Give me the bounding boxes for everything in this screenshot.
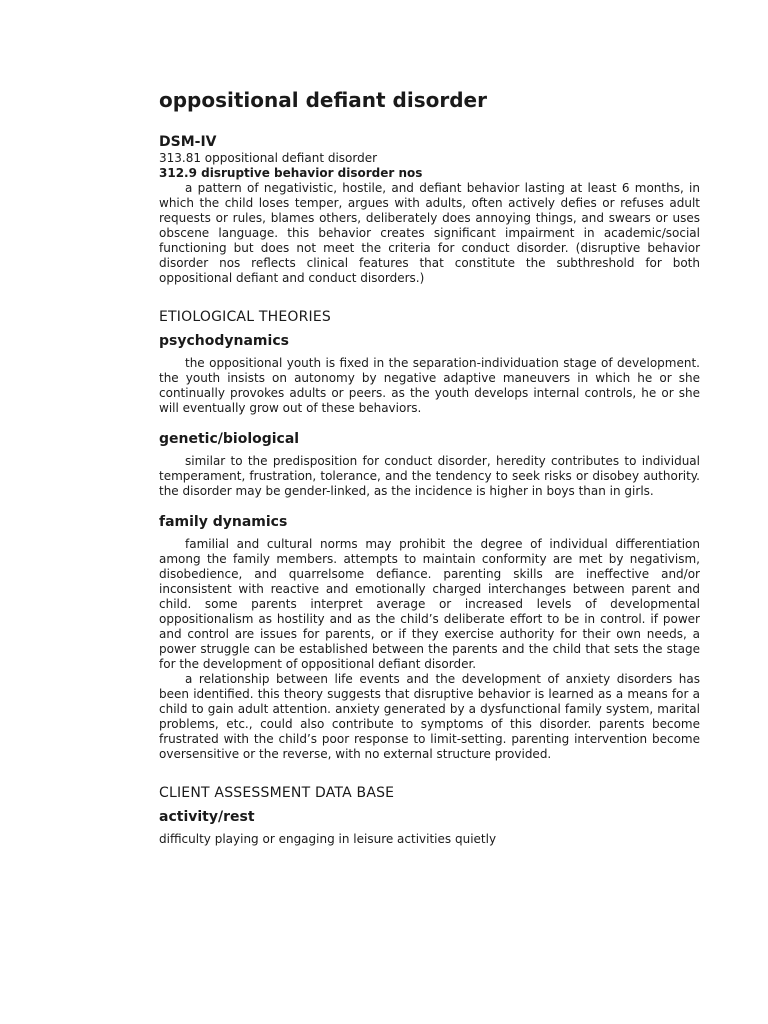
activity-rest-text: difficulty playing or engaging in leisure activities quietly (159, 832, 497, 846)
family-dynamics-paragraph-1: familial and cultural norms may prohibit the degree of individual differentiation among the family members. attempts to maintain conformity are met by negativism, disobedience, and quarrelsome defiance. parenting skills are ineffective and/or inconsistent with reactive and emotionally charged interchanges between parent and child. some parents interpret average or increased levels of developmental oppositionalism as hostility and as the child’s deliberate effort to be in control. if power and control are issues for parents, or if they exercise authority for their own needs, a power struggle can be established between the parents and the child that sets the stage for the development of oppositional defiant disorder. (159, 537, 700, 671)
intro-paragraph: a pattern of negativistic, hostile, and defiant behavior lasting at least 6 months, in which the child loses temper, argues with adults, often actively defies or refuses adult requests or rules, blames others, deliberately does annoying things, and swears or uses obscene language. this behavior creates significant impairment in academic/social functioning but does not meet the criteria for conduct disorder. (disruptive behavior disorder nos reflects clinical features that constitute the subthreshold for both oppositional defiant and conduct disorders.) (159, 181, 700, 285)
family-dynamics-paragraph-2: a relationship between life events and the development of anxiety disorders has been identified. this theory suggests that disruptive behavior is learned as a means for a child to gain adult attention. anxiety generated by a dysfunctional family system, marital problems, etc., could also contribute to symptoms of this disorder. parents become frustrated with the child’s poor response to limit-setting. parenting intervention become oversensitive or the reverse, with no external structure provided. (159, 672, 700, 761)
genetic-biological-paragraph: similar to the predisposition for conduct disorder, heredity contributes to individual temperament, frustration, tolerance, and the tendency to seek risks or disobey authority. the disorder may be gender-linked, as the incidence is higher in boys than in girls. (159, 454, 700, 498)
dsm-code-line-2: 312.9 disruptive behavior disorder nos (159, 166, 423, 180)
genetic-biological-heading: genetic/biological (159, 431, 300, 447)
family-dynamics-heading: family dynamics (159, 514, 288, 530)
client-assessment-heading: CLIENT ASSESSMENT DATA BASE (159, 785, 395, 801)
dsm-code-line-1: 313.81 oppositional defiant disorder (159, 151, 378, 165)
document-title: oppositional defiant disorder (159, 88, 487, 112)
document-content (159, 88, 700, 847)
etiological-theories-heading: ETIOLOGICAL THEORIES (159, 309, 331, 325)
dsm-block (159, 134, 700, 181)
psychodynamics-heading: psychodynamics (159, 333, 289, 349)
activity-rest-heading: activity/rest (159, 809, 255, 825)
dsm-heading: DSM-IV (159, 134, 217, 150)
psychodynamics-paragraph: the oppositional youth is fixed in the separation-individuation stage of development. the youth insists on autonomy by negative adaptive maneuvers in which he or she continually provokes adults or peers. as the youth develops internal controls, he or she will eventually grow out of these behaviors. (159, 356, 700, 415)
